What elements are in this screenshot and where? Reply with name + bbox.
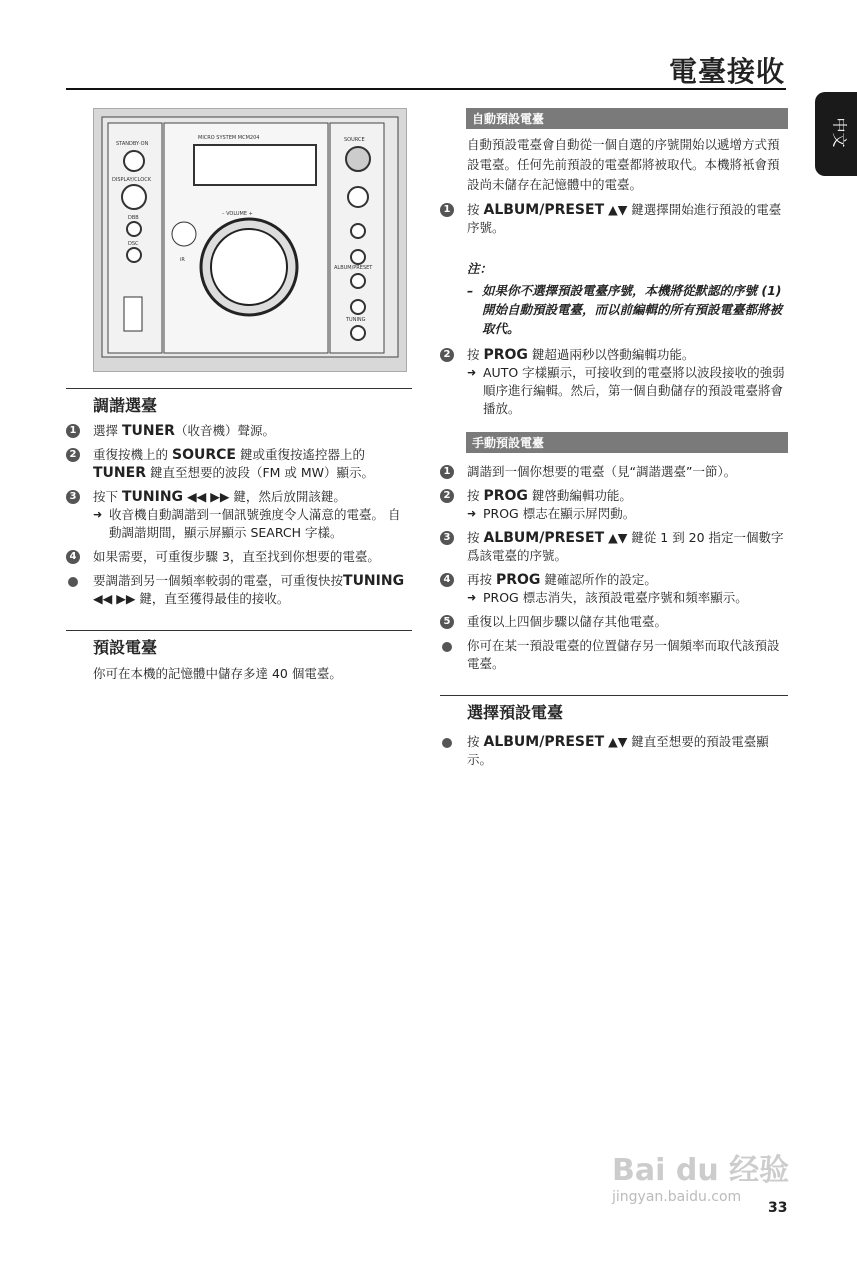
- manual-preset-steps: [440, 463, 788, 673]
- list-item: 你可在某一預設電臺的位置儲存另一個頻率而取代該預設電臺。: [440, 637, 788, 673]
- select-preset-heading: 選擇預設電臺: [440, 695, 788, 723]
- list-item: 1 調諧到一個你想要的電臺（見“調諧選臺”一節）。: [440, 463, 788, 481]
- top-rule: [66, 88, 786, 90]
- preset-heading: 預設電臺: [66, 630, 412, 658]
- page-title: 電臺接收: [668, 55, 785, 88]
- dsc-label: DSC: [128, 241, 139, 247]
- step-number: 2: [66, 448, 80, 462]
- language-tab: [815, 92, 857, 176]
- source-label: SOURCE: [344, 137, 365, 143]
- auto-preset-steps-2: [440, 346, 788, 418]
- list-item: 5 重復以上四個步驟以儲存其他電臺。: [440, 613, 788, 631]
- step-number: 4: [66, 550, 80, 564]
- step-number: 3: [66, 490, 80, 504]
- ir-label: iR: [180, 257, 185, 263]
- list-item: 4 如果需要，可重復步驟 3，直至找到你想要的電臺。: [66, 548, 412, 566]
- page-number: 33: [768, 1200, 788, 1216]
- tuning-heading: 調諧選臺: [66, 388, 412, 416]
- list-item: 按 ALBUM/PRESET ▲▼ 鍵直至想要的預設電臺顯示。: [440, 733, 788, 769]
- step-number: 3: [440, 531, 454, 545]
- display-clock-label: DISPLAY/CLOCK: [112, 177, 151, 183]
- list-item: 4 再按 PROG 鍵確認所作的設定。 ➜ PROG 標志消失，該預設電臺序號和頻率顯示。: [440, 571, 788, 607]
- result-line: ➜ PROG 標志消失，該預設電臺序號和頻率顯示。: [467, 589, 788, 607]
- select-preset-steps: [440, 733, 788, 769]
- list-item: 2 按 PROG 鍵超過兩秒以啓動編輯功能。 ➜ AUTO 字樣顯示，可接收到的電臺將以波段接收的強弱順序進行編輯。然后，第一個自動儲存的預設電臺將會播放。: [440, 346, 788, 418]
- watermark: [612, 1145, 789, 1205]
- list-item: 2 重復按機上的 SOURCE 鍵或重復按遙控器上的TUNER 鍵直至想要的波段（FM 或 MW）顯示。: [66, 446, 412, 482]
- right-column: [440, 108, 788, 775]
- step-number: 1: [66, 424, 80, 438]
- step-number: 4: [440, 573, 454, 587]
- volume-label: – VOLUME +: [222, 211, 253, 217]
- result-line: ➜ AUTO 字樣顯示，可接收到的電臺將以波段接收的強弱順序進行編輯。然后，第一個自動儲存的預設電臺將會播放。: [467, 364, 788, 418]
- preset-text: 你可在本機的記憶體中儲存多達 40 個電臺。: [93, 666, 342, 681]
- result-line: ➜ PROG 標志在顯示屏閃動。: [467, 505, 788, 523]
- bullet-icon: [442, 738, 452, 748]
- device-illustration: [94, 109, 406, 371]
- auto-preset-heading: 自動預設電臺: [466, 108, 788, 129]
- auto-preset-steps: [440, 201, 788, 237]
- auto-preset-intro: 自動預設電臺會自動從一個自選的序號開始以遞增方式預設電臺。任何先前預設的電臺都將被取代。本機將衹會預設尚未儲存在記憶體中的電臺。: [467, 137, 780, 192]
- dbb-label: DBB: [128, 215, 139, 221]
- tuning-label: TUNING: [346, 317, 366, 323]
- list-item: 要調諧到另一個頻率較弱的電臺，可重復快按TUNING ◀◀ ▶▶ 鍵，直至獲得最佳的接收。: [66, 572, 412, 608]
- list-item: 3 按 ALBUM/PRESET ▲▼ 鍵從 1 到 20 指定一個數字爲該電臺的序號。: [440, 529, 788, 565]
- list-item: 2 按 PROG 鍵啓動編輯功能。 ➜ PROG 標志在顯示屏閃動。: [440, 487, 788, 523]
- language-tab-label: 中文: [830, 117, 849, 148]
- left-column: [66, 108, 412, 684]
- device-figure: [93, 108, 407, 372]
- watermark-logo: Bai du 经验: [612, 1153, 790, 1188]
- brand-label: MICRO SYSTEM MCM204: [198, 135, 260, 141]
- album-preset-label: ALBUM/PRESET: [334, 265, 373, 271]
- list-item: 1 選擇 TUNER（收音機）聲源。: [66, 422, 412, 440]
- note-text: – 如果你不選擇預設電臺序號，本機將從默認的序號 (1) 開始自動預設電臺，而以前編輯的所有預設電臺都將被取代。: [440, 281, 788, 338]
- step-number: 1: [440, 203, 454, 217]
- note-heading: 注：: [467, 261, 493, 276]
- step-number: 1: [440, 465, 454, 479]
- list-item: 1 按 ALBUM/PRESET ▲▼ 鍵選擇開始進行預設的電臺序號。: [440, 201, 788, 237]
- list-item: 3 按下 TUNING ◀◀ ▶▶ 鍵，然后放開該鍵。 ➜ 收音機自動調諧到一個訊號強度令人滿意的電臺。 自動調諧期間，顯示屏顯示 SEARCH 字樣。: [66, 488, 412, 542]
- manual-preset-heading: 手動預設電臺: [466, 432, 788, 453]
- result-line: ➜ 收音機自動調諧到一個訊號強度令人滿意的電臺。 自動調諧期間，顯示屏顯示 SEARCH 字樣。: [93, 506, 412, 542]
- tuning-steps: [66, 422, 412, 608]
- step-number: 2: [440, 348, 454, 362]
- bullet-icon: [442, 642, 452, 652]
- bullet-icon: [68, 577, 78, 587]
- watermark-url: jingyan.baidu.com: [612, 1189, 742, 1205]
- step-number: 5: [440, 615, 454, 629]
- step-number: 2: [440, 489, 454, 503]
- standby-label: STANDBY·ON: [116, 141, 149, 147]
